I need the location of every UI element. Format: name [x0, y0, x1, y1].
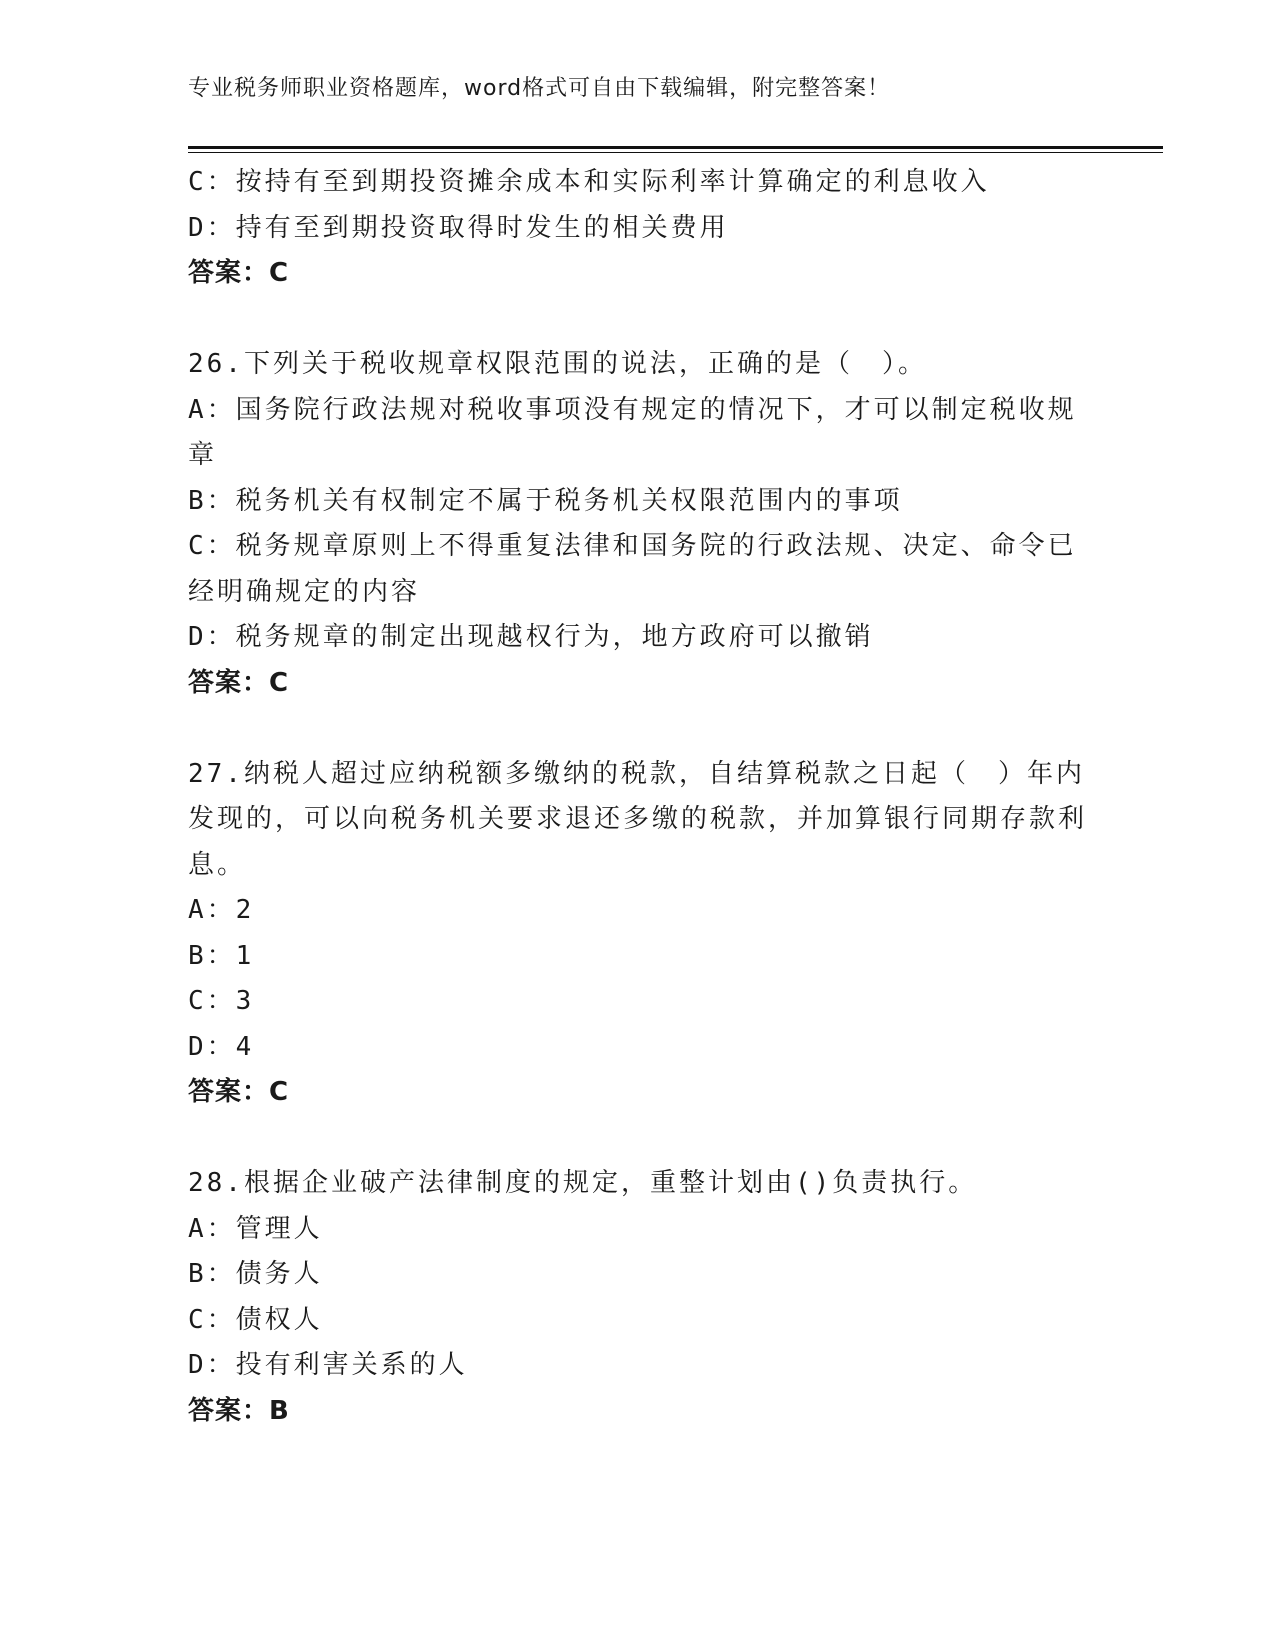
- question-block-27: [188, 752, 1088, 1116]
- option-line: B：债务人: [188, 1259, 323, 1289]
- option-line: C：债权人: [188, 1304, 323, 1335]
- header-rule-thick: [188, 146, 1163, 149]
- question-stem: 28.根据企业破产法律制度的规定，重整计划由()负责执行。: [188, 1168, 978, 1198]
- question-block-26: [188, 342, 1088, 706]
- answer-line: 答案：C: [188, 667, 290, 698]
- answer-line: 答案：B: [188, 1395, 290, 1426]
- option-line: D：投有利害关系的人: [188, 1350, 468, 1380]
- question-stem: 27.纳税人超过应纳税额多缴纳的税款，自结算税款之日起（ ）年内发现的，可以向税务机关要求退还多缴的税款，并加算银行同期存款利息。: [188, 758, 1088, 880]
- option-line: B：税务机关有权制定不属于税务机关权限范围内的事项: [188, 485, 903, 516]
- option-line: C：按持有至到期投资摊余成本和实际利率计算确定的利息收入: [188, 167, 990, 197]
- header-rule-thin: [188, 152, 1163, 153]
- option-line: A：2: [188, 895, 255, 925]
- question-stem: 26.下列关于税收规章权限范围的说法，正确的是（ ）。: [188, 349, 927, 379]
- answer-line: 答案：C: [188, 258, 290, 288]
- option-line: B：1: [188, 940, 255, 971]
- option-line: D：4: [188, 1031, 255, 1062]
- option-line: D：持有至到期投资取得时发生的相关费用: [188, 212, 729, 243]
- option-line: C：3: [188, 986, 255, 1016]
- option-line: A：管理人: [188, 1213, 323, 1244]
- answer-line: 答案：C: [188, 1077, 290, 1107]
- question-block-prev: [188, 160, 1088, 297]
- question-block-28: [188, 1161, 1088, 1434]
- page-header: 专业税务师职业资格题库，word格式可自由下载编辑，附完整答案！: [188, 76, 891, 101]
- question-content: [188, 160, 1088, 1434]
- option-line: D：税务规章的制定出现越权行为，地方政府可以撤销: [188, 622, 874, 652]
- option-line: C：税务规章原则上不得重复法律和国务院的行政法规、决定、命令已经明确规定的内容: [188, 531, 1077, 607]
- option-line: A：国务院行政法规对税收事项没有规定的情况下，才可以制定税收规章: [188, 394, 1077, 470]
